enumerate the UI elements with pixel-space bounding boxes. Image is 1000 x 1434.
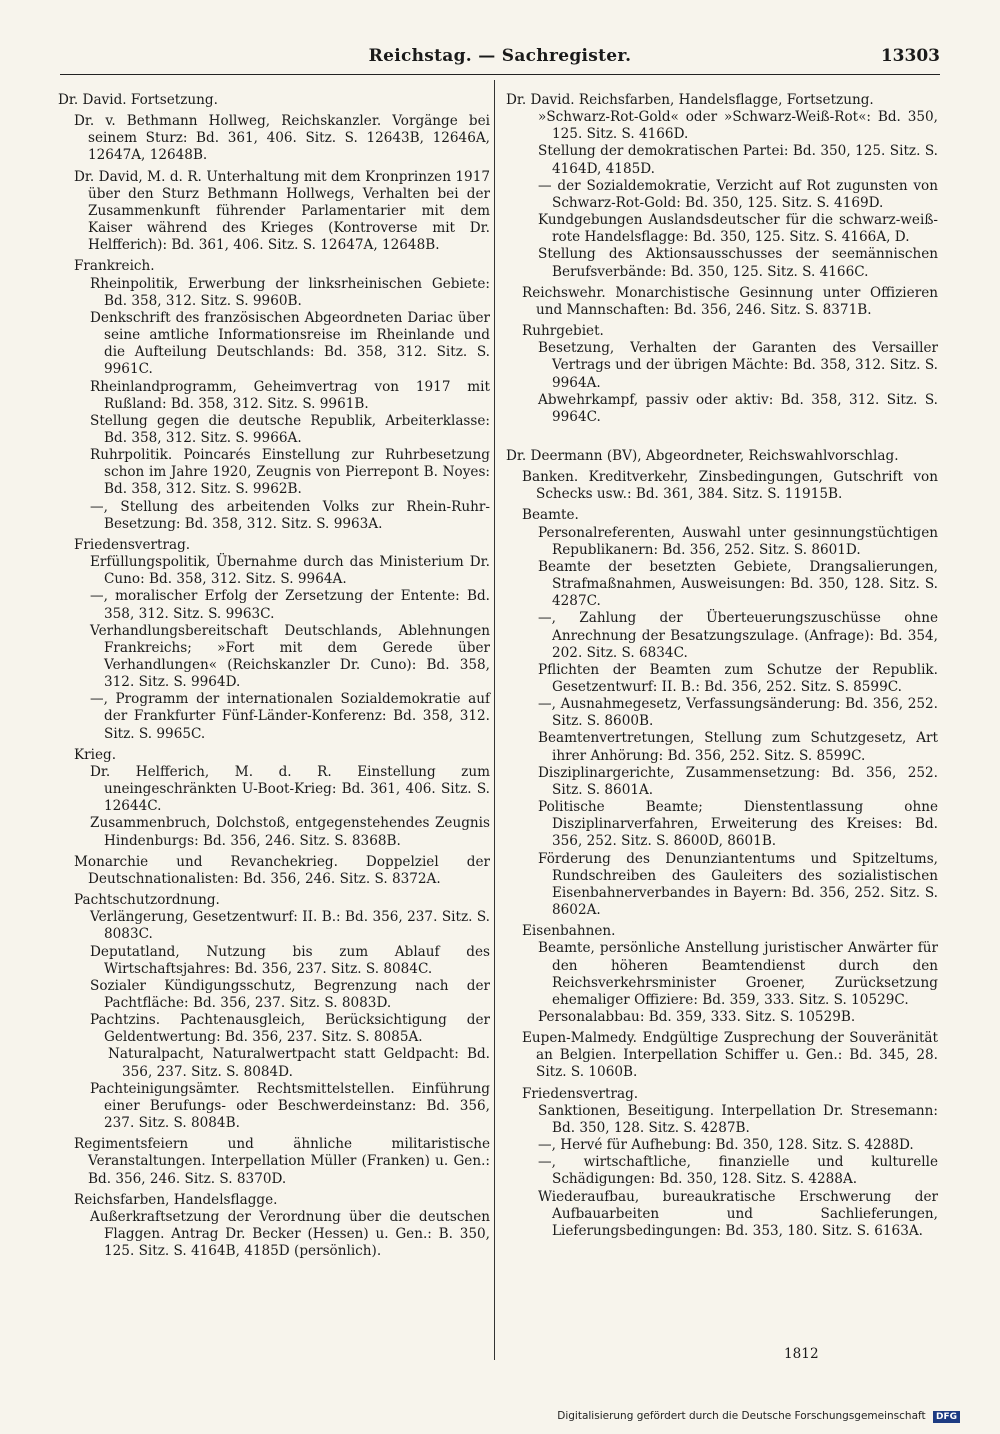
index-entry: —, Stellung des arbeitenden Volks zur Rhein-Ruhr-Besetzung: Bd. 358, 312. Sitz. S. 9963A. bbox=[90, 498, 490, 532]
index-topic: Banken. Kreditverkehr, Zinsbedingungen, Gutschrift von Schecks usw.: Bd. 361, 384. Sitz. S. 11915B. bbox=[522, 469, 938, 503]
index-entry: Abwehrkampf, passiv oder aktiv: Bd. 358, 312. Sitz. S. 9964C. bbox=[538, 391, 938, 425]
index-entry: Förderung des Denunziantentums und Spitzeltums, Rundschreiben des Gauleiters des sozialistischen Eisenbahnerverbandes in Bayern: Bd. 356, 252. Sitz. S. 8602A. bbox=[538, 850, 938, 919]
index-heading: Dr. Deermann (BV), Abgeordneter, Reichswahlvorschlag. bbox=[506, 447, 899, 464]
dfg-logo: DFG bbox=[933, 1411, 960, 1423]
running-title: Reichstag. — Sachregister. bbox=[368, 46, 632, 66]
index-entry: Beamte, persönliche Anstellung juristischer Anwärter für den höheren Beamtendienst durch den Reichsverkehrsminister Groener, Zurücksetzung ehemaliger Offiziere: Bd. 359, 333. Sitz. S. 10529C. bbox=[538, 940, 938, 1008]
index-topic: Regimentsfeiern und ähnliche militaristische Veranstaltungen. Interpellation Müller (Franken) u. Gen.: Bd. 356, 246. Sitz. S. 8370D. bbox=[74, 1136, 490, 1187]
index-topic: Monarchie und Revanchekrieg. Doppelziel der Deutschnationalisten: Bd. 356, 246. Sitz. S. 8372A. bbox=[74, 853, 490, 887]
digitization-credit bbox=[557, 1410, 960, 1423]
column-divider bbox=[494, 80, 495, 1360]
index-topic: Dr. David, M. d. R. Unterhaltung mit dem Kronprinzen 1917 über den Sturz Bethmann Hollwegs, Verhalten bei der Zusammenkunft führender Parlamentarier mit dem Kaiser während des Krieges (Kontroverse mit Dr. Helfferich): Bd. 361, 406. Sitz. S. 12647A, 12648B. bbox=[74, 168, 490, 254]
entry-gap bbox=[506, 426, 938, 448]
index-entry: —, moralischer Erfolg der Zersetzung der Entente: Bd. 358, 312. Sitz. S. 9963C. bbox=[90, 588, 490, 622]
index-topic: Ruhrgebiet. bbox=[522, 323, 604, 340]
index-entry: Sanktionen, Beseitigung. Interpellation Dr. Stresemann: Bd. 350, 128. Sitz. S. 4287B. bbox=[538, 1102, 938, 1136]
index-entry: Besetzung, Verhalten der Garanten des Versailler Vertrags und der übrigen Mächte: Bd. 358, 312. Sitz. S. 9964A. bbox=[538, 340, 938, 391]
index-entry: —, Zahlung der Überteuerungszuschüsse ohne Anrechnung der Besatzungszulage. (Anfrage): Bd. 354, 202. Sitz. S. 6834C. bbox=[538, 610, 938, 661]
index-entry: Kundgebungen Auslandsdeutscher für die schwarz-weiß-rote Handelsflagge: Bd. 350, 125. Sitz. S. 4166A, D. bbox=[538, 212, 938, 246]
header-rule bbox=[60, 74, 940, 75]
index-entry: Stellung gegen die deutsche Republik, Arbeiterklasse: Bd. 358, 312. Sitz. S. 9966A. bbox=[90, 412, 490, 446]
index-entry: Stellung der demokratischen Partei: Bd. 350, 125. Sitz. S. 4164D, 4185D. bbox=[538, 143, 938, 177]
index-entry: —, Programm der internationalen Sozialdemokratie auf der Frankfurter Fünf-Länder-Konferenz: Bd. 358, 312. Sitz. S. 9965C. bbox=[90, 691, 490, 742]
index-topic: Beamte. bbox=[522, 507, 579, 524]
index-entry: —, Ausnahmegesetz, Verfassungsänderung: Bd. 356, 252. Sitz. S. 8600B. bbox=[538, 696, 938, 730]
index-topic: Eupen-Malmedy. Endgültige Zusprechung der Souveränität an Belgien. Interpellation Schiffer u. Gen.: Bd. 345, 28. Sitz. S. 1060B. bbox=[522, 1030, 938, 1081]
index-entry: Pflichten der Beamten zum Schutze der Republik. Gesetzentwurf: II. B.: Bd. 356, 252. Sitz. S. 8599C. bbox=[538, 661, 938, 695]
page-number: 13303 bbox=[880, 46, 940, 66]
index-entry: Stellung des Aktionsausschusses der seemännischen Berufsverbände: Bd. 350, 125. Sitz. S. 4166C. bbox=[538, 246, 938, 280]
index-topic: Friedensvertrag. bbox=[522, 1085, 639, 1102]
index-entry: Erfüllungspolitik, Übernahme durch das Ministerium Dr. Cuno: Bd. 358, 312. Sitz. S. 9964A. bbox=[90, 554, 490, 588]
index-topic: Krieg. bbox=[74, 746, 117, 763]
index-topic: Frankreich. bbox=[74, 258, 155, 275]
index-topic: Pachtschutzordnung. bbox=[74, 892, 220, 909]
credit-text: Digitalisierung gefördert durch die Deutsche Forschungsgemeinschaft bbox=[557, 1410, 926, 1422]
index-entry: Beamte der besetzten Gebiete, Drangsalierungen, Strafmaßnahmen, Ausweisungen: Bd. 350, 128. Sitz. S. 4287C. bbox=[538, 558, 938, 610]
index-entry: Wiederaufbau, bureaukratische Erschwerung der Aufbauarbeiten und Sachlieferungen, Lieferungsbedingungen: Bd. 353, 180. Sitz. S. 6163A. bbox=[538, 1188, 938, 1239]
index-entry: Dr. Helfferich, M. d. R. Einstellung zum uneingeschränkten U-Boot-Krieg: Bd. 361, 406. Sitz. S. 12644C. bbox=[90, 763, 490, 815]
index-entry: Rheinlandprogramm, Geheimvertrag von 1917 mit Rußland: Bd. 358, 312. Sitz. S. 9961B. bbox=[90, 378, 490, 412]
index-entry: Außerkraftsetzung der Verordnung über die deutschen Flaggen. Antrag Dr. Becker (Hessen) u. Gen.: B. 350, 125. Sitz. S. 4164B, 4185D (persönlich). bbox=[90, 1208, 490, 1260]
index-entry: Pachtzins. Pachtenausgleich, Berücksichtigung der Geldentwertung: Bd. 356, 237. Sitz. S. 8085A. bbox=[90, 1012, 490, 1046]
index-entry: »Schwarz-Rot-Gold« oder »Schwarz-Weiß-Rot«: Bd. 350, 125. Sitz. S. 4166D. bbox=[538, 109, 938, 143]
index-heading: Dr. David. Fortsetzung. bbox=[58, 92, 218, 108]
index-entry: Verhandlungsbereitschaft Deutschlands, Ablehnungen Frankreichs; »Fort mit dem Gerede über Verhandlungen« (Reichskanzler Dr. Cuno): Bd. 358, 312. Sitz. S. 9964D. bbox=[90, 622, 490, 691]
index-entry: Personalabbau: Bd. 359, 333. Sitz. S. 10529B. bbox=[538, 1008, 856, 1025]
index-heading: Dr. David. Reichsfarben, Handelsflagge, Fortsetzung. bbox=[506, 92, 874, 108]
index-entry: Deputatland, Nutzung bis zum Ablauf des Wirtschaftsjahres: Bd. 356, 237. Sitz. S. 8084C. bbox=[90, 943, 490, 977]
index-entry: Naturalpacht, Naturalwertpacht statt Geldpacht: Bd. 356, 237. Sitz. S. 8084D. bbox=[108, 1046, 490, 1080]
index-entry: —, wirtschaftliche, finanzielle und kulturelle Schädigungen: Bd. 350, 128. Sitz. S. 4288A. bbox=[538, 1154, 938, 1188]
index-entry: Sozialer Kündigungsschutz, Begrenzung nach der Pachtfläche: Bd. 356, 237. Sitz. S. 8083D. bbox=[90, 977, 490, 1011]
index-entry: — der Sozialdemokratie, Verzicht auf Rot zugunsten von Schwarz-Rot-Gold: Bd. 350, 125. Sitz. S. 4169D. bbox=[538, 177, 938, 211]
index-entry: Pachteinigungsämter. Rechtsmittelstellen. Einführung einer Berufungs- oder Beschwerdeinstanz: Bd. 356, 237. Sitz. S. 8084B. bbox=[90, 1080, 490, 1132]
index-entry: —, Hervé für Aufhebung: Bd. 350, 128. Sitz. S. 4288D. bbox=[538, 1137, 914, 1154]
index-entry: Rheinpolitik, Erwerbung der linksrheinischen Gebiete: Bd. 358, 312. Sitz. S. 9960B. bbox=[90, 275, 490, 309]
left-column bbox=[58, 92, 490, 1260]
index-entry: Ruhrpolitik. Poincarés Einstellung zur Ruhrbesetzung schon im Jahre 1920, Zeugnis von Pierrepont B. Noyes: Bd. 358, 312. Sitz. S. 9962B. bbox=[90, 447, 490, 498]
index-entry: Disziplinargerichte, Zusammensetzung: Bd. 356, 252. Sitz. S. 8601A. bbox=[538, 764, 938, 798]
index-topic: Friedensvertrag. bbox=[74, 536, 191, 553]
index-topic: Reichswehr. Monarchistische Gesinnung unter Offizieren und Mannschaften: Bd. 356, 246. Sitz. S. 8371B. bbox=[522, 284, 938, 318]
index-entry: Denkschrift des französischen Abgeordneten Dariac über seine amtliche Informationsreise im Rheinlande und die Aufteilung Deutschlands: Bd. 358, 312. Sitz. S. 9961C. bbox=[90, 309, 490, 378]
right-column bbox=[506, 92, 938, 1240]
index-entry: Zusammenbruch, Dolchstoß, entgegenstehendes Zeugnis Hindenburgs: Bd. 356, 246. Sitz. S. 8368B. bbox=[90, 815, 490, 849]
index-entry: Verlängerung, Gesetzentwurf: II. B.: Bd. 356, 237. Sitz. S. 8083C. bbox=[90, 909, 490, 943]
index-entry: Beamtenvertretungen, Stellung zum Schutzgesetz, Art ihrer Anhörung: Bd. 356, 252. Sitz. S. 8599C. bbox=[538, 730, 938, 764]
page-header bbox=[60, 42, 940, 74]
index-entry: Politische Beamte; Dienstentlassung ohne Disziplinarverfahren, Erweiterung des Kreises: Bd. 356, 252. Sitz. S. 8600D, 8601B. bbox=[538, 799, 938, 850]
index-topic: Reichsfarben, Handelsflagge. bbox=[74, 1191, 278, 1208]
footer-number: 1812 bbox=[784, 1346, 819, 1362]
index-topic: Eisenbahnen. bbox=[522, 923, 616, 940]
index-topic: Dr. v. Bethmann Hollweg, Reichskanzler. Vorgänge bei seinem Sturz: Bd. 361, 406. Sitz. S. 12643B, 12646A, 12647A, 12648B. bbox=[74, 113, 490, 164]
index-entry: Personalreferenten, Auswahl unter gesinnungstüchtigen Republikanern: Bd. 356, 252. Sitz. S. 8601D. bbox=[538, 524, 938, 558]
